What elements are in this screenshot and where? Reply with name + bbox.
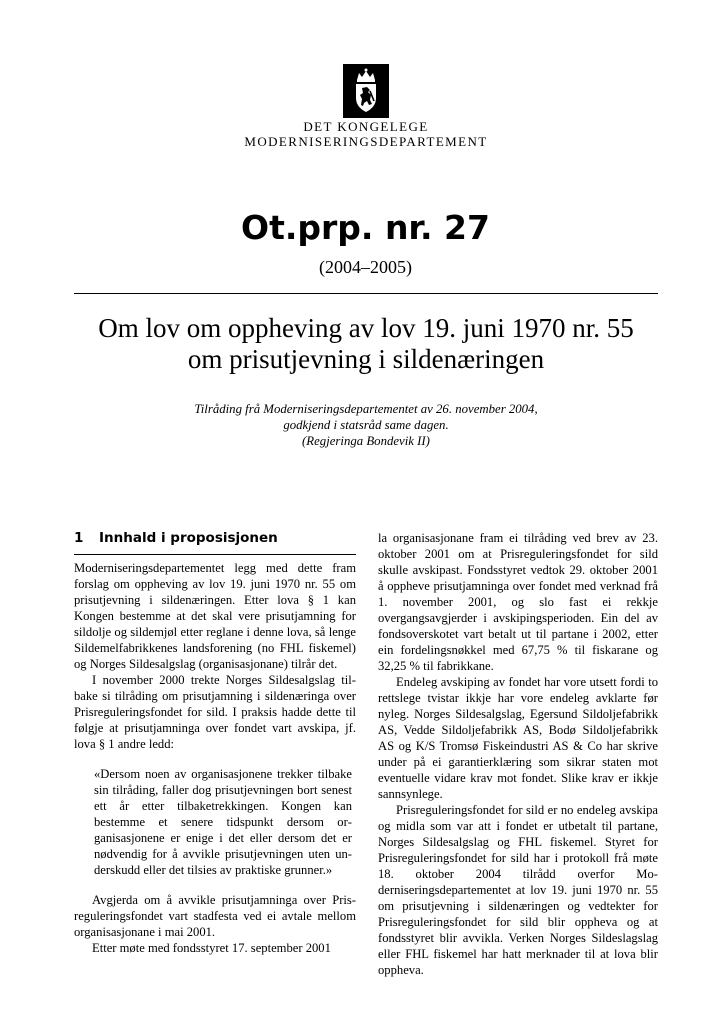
norwegian-coat-of-arms-icon — [343, 64, 389, 118]
document-title-line1: Om lov om oppheving av lov 19. juni 1970 nr. 55 — [98, 313, 634, 343]
recommendation-line1: Tilråding frå Moderniseringsdepartementet av 26. november 2004, — [194, 402, 538, 416]
block-quote: «Dersom noen av organisasjonene trekker tilbake sin tilråding, faller dog prisutjevningen bort senest ett år etter tilbaketrekkingen. Kongen kan bestemme et senere tidspunkt dersom organisasjonene er enige i det eller dersom det er nødvendig for å avvikle prisutjevningen uten underskudd eller det tilsies av praktiske grunner.» — [94, 767, 352, 877]
document-title — [74, 313, 658, 375]
paragraph: Endeleg avskiping av fondet har vore utsett fordi to rettslege tvistar ikkje har vore endeleg avklarte før nyleg. Norges Sildesalgslag, Egersund Sildoljefabrikk AS, Vedde Sildoljefabrikk AS, Bodø Sildoljefabrikk AS og K/S Tromsø Fiskeindustri AS & Co har skrive under på ei garantierklæring som sikrar staten mot eventuelle vidare krav mot fondet. Slike krav er ikkje sannsynlege. — [378, 675, 658, 801]
section-number: 1 — [74, 530, 84, 546]
right-column — [378, 530, 658, 978]
paragraph: Avgjerda om å avvikle prisutjamninga over Prisreguleringsfondet vart stadfesta ved ei avtale mellom organisasjonane i mai 2001. — [74, 893, 356, 939]
paragraph: Etter møte med fondsstyret 17. september 2001 — [92, 941, 331, 955]
paragraph: la organisasjonane fram ei tilråding ved brev av 23. oktober 2001 om at Prisreguleringsfondet for sild skulle avskipast. Fondsstyret vedtok 29. oktober 2001 å oppheve prisutjamninga over fondet med verknad frå 1. november 2001, og slo fast ei rekkje overgangsavgjerder i avskipingsperioden. Ein del av fondsoverskotet vart betalt ut til partane i 2002, etter ein fordelingsnøkkel med 67,75 % til fiskarane og 32,25 % til fabrikkane. — [378, 531, 658, 673]
recommendation-note — [74, 401, 658, 449]
ministry-name-line1: DET KONGELEGE — [303, 119, 429, 134]
document-title-line2: om prisutjevning i sildenæringen — [187, 344, 545, 374]
title-divider — [74, 293, 658, 294]
section-heading — [74, 528, 356, 548]
session-years: (2004–2005) — [319, 257, 412, 277]
recommendation-line3: (Regjeringa Bondevik II) — [302, 434, 430, 448]
section-divider — [74, 554, 356, 555]
left-column — [74, 528, 356, 956]
proposition-number: Ot.prp. nr. 27 — [241, 208, 490, 247]
ministry-name-line2: MODERNISERINGSDEPARTEMENT — [244, 134, 488, 149]
paragraph: Prisreguleringsfondet for sild er no endeleg avskipa og midla som var att i fondet er utbetalt til partane, Norges Sildesalgslag og FHL fiskemel. Styret for Prisreguleringsfondet for sild har i protokoll frå møte 18. oktober 2004 tilrådd overfor Moderniseringsdepartementet at lov 19. juni 1970 nr. 55 om prisutjevning i sildenæringen og vedtekter for Prisreguleringsfondet for sild blir oppheva og at fondsstyret blir avvikla. Verken Norges Sildeslagslag eller FHL fiskemel har hatt merknader til at lova blir oppheva. — [378, 803, 658, 977]
paragraph: I november 2000 trekte Norges Sildesalgslag tilbake si tilråding om prisutjamning i sildenæringa over Prisreguleringsfondet for sild. I praksis hadde dette til følgje at prisutjamninga over fondet vart avskipa, jf. lova § 1 andre ledd: — [74, 673, 356, 751]
paragraph: Moderniseringsdepartementet legg med dette fram forslag om oppheving av lov 19. juni 1970 nr. 55 om prisutjevning i sildenæringen. Etter lova § 1 kan Kongen bestemme at det skal vere prisutjamning for sildolje og sildemjøl etter reglane i denne lova, så lenge Sildemelfabrikkenes landsforening (no FHL fiskemel) og Norges Sildesalgslag (organisasjonane) tilrår det. — [74, 561, 356, 671]
recommendation-line2: godkjend i statsråd same dagen. — [283, 418, 449, 432]
section-title: Innhald i proposisjonen — [99, 530, 278, 546]
